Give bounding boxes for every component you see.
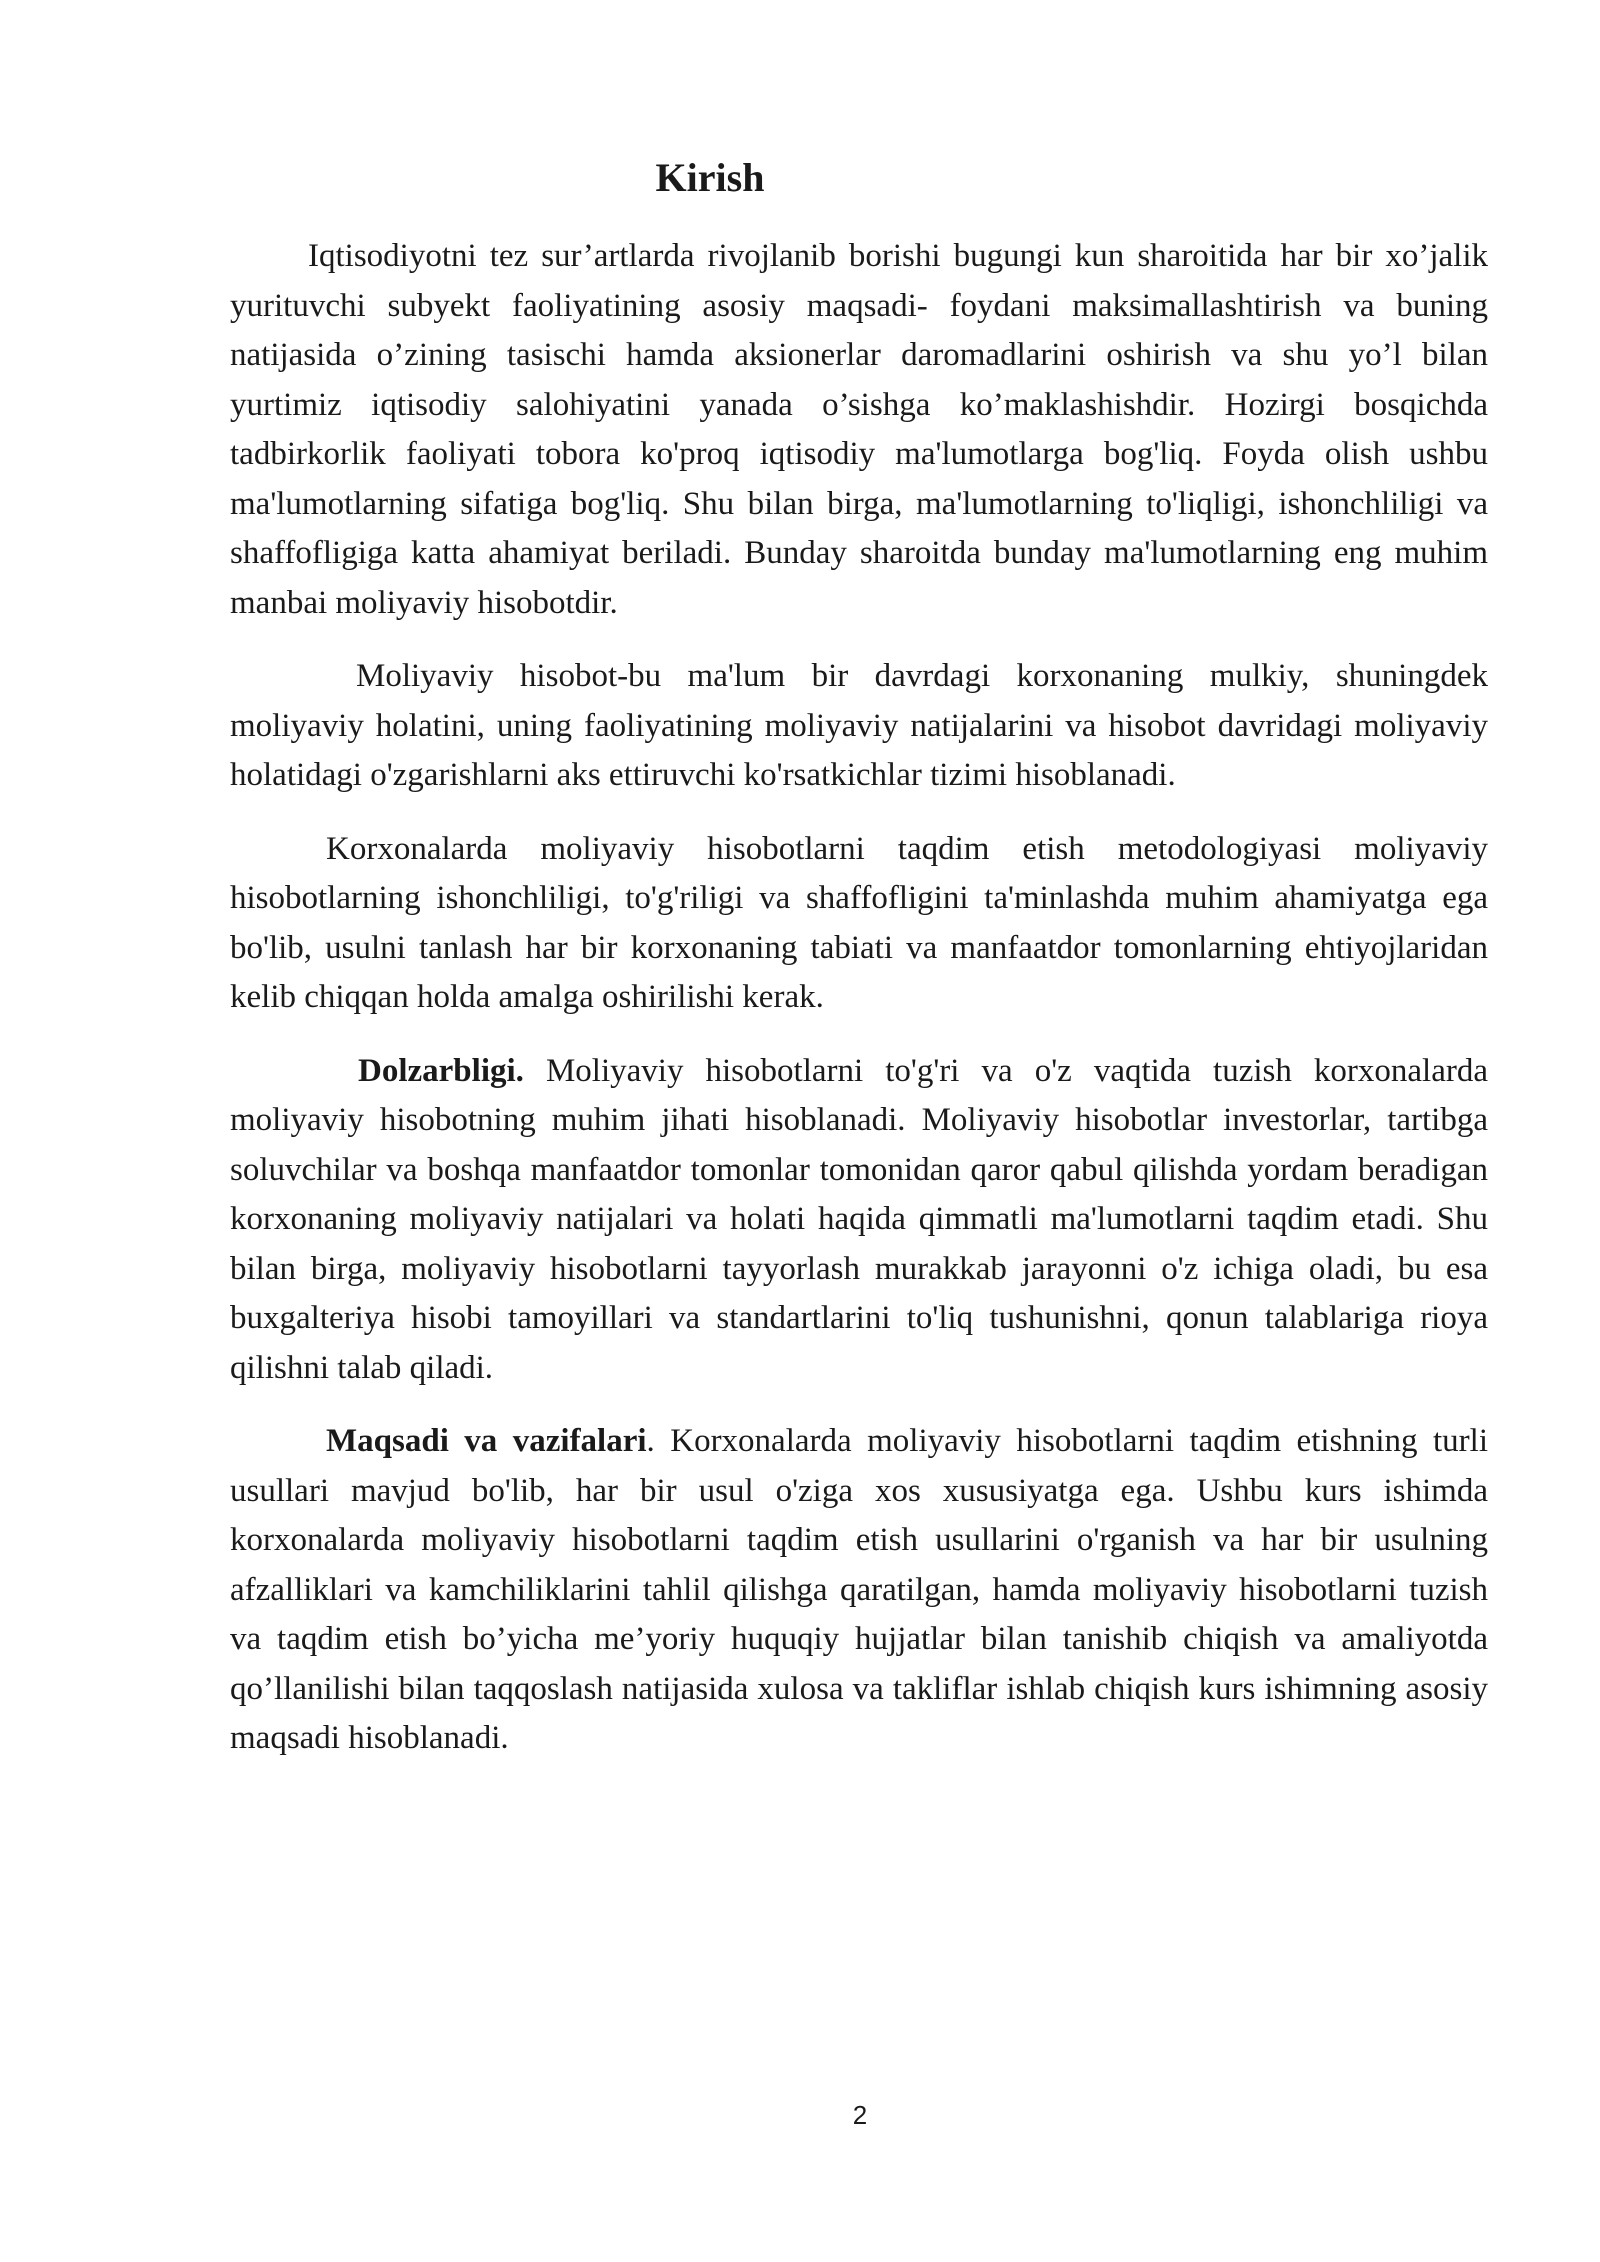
paragraph-text: Moliyaviy hisobot-bu ma'lum bir davrdagi korxonaning mulkiy, shuningdek moliyaviy holatini, uning faoliyatining moliyaviy natijalarini va hisobot davridagi moliyaviy holatidagi o'zgarishlarni aks ettiruvchi ko'rsatkichlar tizimi hisoblanadi. xyxy=(230,658,1488,793)
paragraph-introduction xyxy=(230,232,1488,628)
paragraph-definition xyxy=(230,652,1488,801)
paragraph-goals xyxy=(230,1417,1488,1764)
paragraph-methodology xyxy=(230,825,1488,1023)
page-title: Kirish xyxy=(655,155,765,200)
paragraph-lead-heading: Maqsadi va vazifalari xyxy=(326,1423,647,1459)
paragraph-text: Korxonalarda moliyaviy hisobotlarni taqdim etish metodologiyasi moliyaviy hisobotlarning ishonchliligi, to'g'riligi va shaffofligini ta'minlashda muhim ahamiyatga ega bo'lib, usulni tanlash har bir korxonaning tabiati va manfaatdor tomonlarning ehtiyojlaridan kelib chiqqan holda amalga oshirilishi kerak. xyxy=(230,830,1488,1015)
page-number: 2 xyxy=(852,2100,868,2130)
paragraph-text: Moliyaviy hisobotlarni to'g'ri va o'z vaqtida tuzish korxonalarda moliyaviy hisobotning muhim jihati hisoblanadi. Moliyaviy hisobotlar investorlar, tartibga soluvchilar va boshqa manfaatdor tomonlar tomonidan qaror qabul qilishda yordam beradigan korxonaning moliyaviy natijalari va holati haqida qimmatli ma'lumotlarni taqdim etadi. Shu bilan birga, moliyaviy hisobotlarni tayyorlash murakkab jarayonni o'z ichiga oladi, bu esa buxgalteriya hisobi tamoyillari va standartlarini to'liq tushunishni, qonun talablariga rioya qilishni talab qiladi. xyxy=(230,1052,1488,1386)
paragraph-relevance xyxy=(230,1047,1488,1394)
paragraph-lead-heading: Dolzarbligi. xyxy=(358,1052,524,1089)
document-body xyxy=(230,232,1488,1788)
paragraph-text: . Korxonalarda moliyaviy hisobotlarni taqdim etishning turli usullari mavjud bo'lib, har bir usul o'ziga xos xususiyatga ega. Ushbu kurs ishimda korxonalarda moliyaviy hisobotlarni taqdim etish usullarini o'rganish va har bir usulning afzalliklari va kamchiliklarini tahlil qilishga qaratilgan, hamda moliyaviy hisobotlarni tuzish va taqdim etish bo’yicha me’yoriy huquqiy hujjatlar bilan tanishib chiqish va amaliyotda qo’llanilishi bilan taqqoslash natijasida xulosa va takliflar ishlab chiqish kurs ishimning asosiy maqsadi hisoblanadi. xyxy=(230,1423,1488,1756)
paragraph-text: Iqtisodiyotni tez sur’artlarda rivojlanib borishi bugungi kun sharoitida har bir xo’jalik yurituvchi subyekt faoliyatining asosiy maqsadi- foydani maksimallashtirish va buning natijasida o’zining tasischi hamda aksionerlar daromadlarini oshirish va shu yo’l bilan yurtimiz iqtisodiy salohiyatini yanada o’sishga ko’maklashishdir. Hozirgi bosqichda tadbirkorlik faoliyati tobora ko'proq iqtisodiy ma'lumotlarga bog'liq. Foyda olish ushbu ma'lumotlarning sifatiga bog'liq. Shu bilan birga, ma'lumotlarning to'liqligi, ishonchliligi va shaffofligiga katta ahamiyat beriladi. Bunday sharoitda bunday ma'lumotlarning eng muhim manbai moliyaviy hisobotdir. xyxy=(230,238,1488,621)
